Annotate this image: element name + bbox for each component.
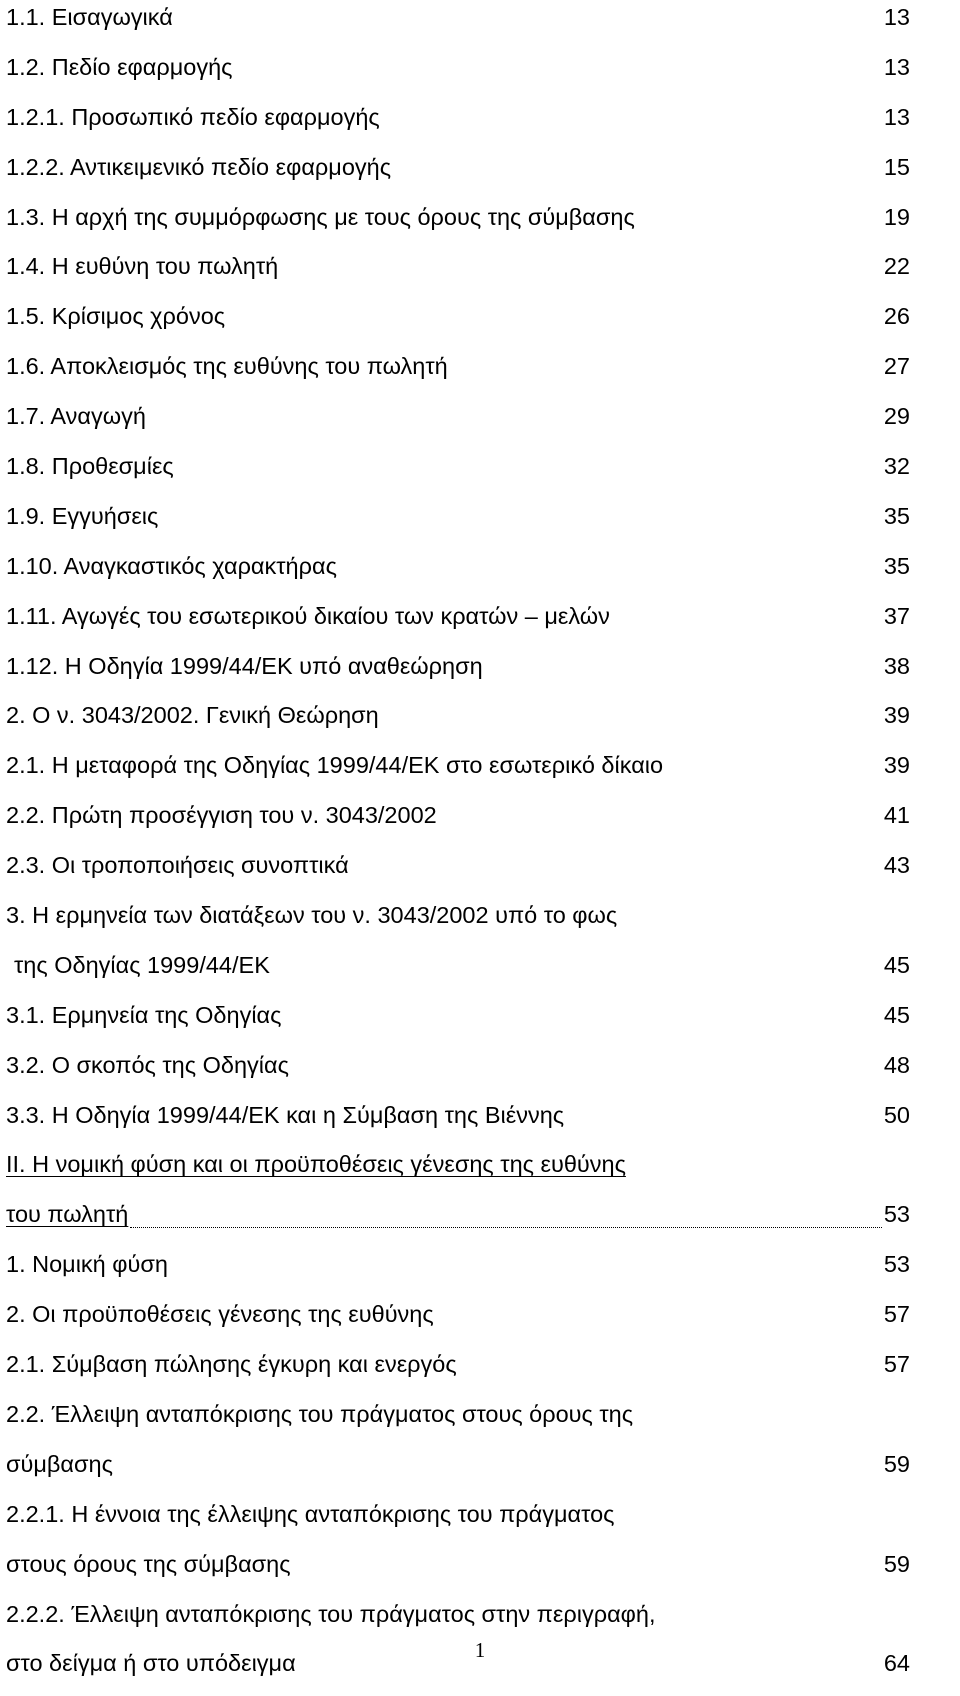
toc-entry-title: 3. Η ερμηνεία των διατάξεων του ν. 3043/2002 υπό το φως: [6, 902, 618, 929]
toc-entry: [6, 1547, 910, 1597]
toc-entry: [6, 1447, 910, 1497]
toc-entry-page: 41: [883, 802, 910, 829]
toc-entry-page: 39: [883, 702, 910, 729]
toc-entry-title: 1.11. Αγωγές του εσωτερικού δικαίου των κρατών – μελών: [6, 602, 610, 629]
toc-entry: [6, 898, 910, 948]
toc-entry-page: 29: [883, 403, 910, 430]
toc-entry-page: 45: [883, 951, 910, 978]
toc-entry-page: 48: [883, 1051, 910, 1078]
toc-entry-page: 35: [883, 552, 910, 579]
toc-entry-page: 59: [883, 1550, 910, 1577]
toc-entry: [6, 1098, 910, 1148]
toc-entry: [6, 798, 910, 848]
toc-entry: [6, 1397, 910, 1447]
toc-entry-title: 1.1. Εισαγωγικά: [6, 4, 173, 30]
toc-entry-title: 3.3. Η Οδηγία 1999/44/ΕΚ και η Σύμβαση της Βιέννης: [6, 1101, 565, 1128]
toc-entry: [6, 299, 910, 349]
toc-entry-page: 53: [883, 1201, 910, 1228]
toc-entry: [6, 549, 910, 599]
toc-entry-page: 39: [883, 752, 910, 779]
toc-entry-page: 19: [883, 203, 910, 230]
toc-entry-page: 13: [883, 53, 910, 80]
table-of-contents: [6, 0, 910, 1696]
toc-entry: [6, 1147, 910, 1197]
toc-entry-page: 13: [883, 4, 910, 30]
toc-entry: [6, 1048, 910, 1098]
dot-leader: [130, 1227, 882, 1228]
toc-entry-title: 2. Ο ν. 3043/2002. Γενική Θεώρηση: [6, 702, 379, 729]
toc-entry: [6, 1347, 910, 1397]
toc-entry: [6, 0, 910, 50]
toc-entry: [6, 998, 910, 1048]
toc-entry-page: 13: [883, 103, 910, 130]
toc-entry-page: 26: [883, 303, 910, 330]
toc-entry-title: 2.2.2. Έλλειψη ανταπόκρισης του πράγματος στην περιγραφή,: [6, 1600, 656, 1627]
toc-entry-title: 1.3. Η αρχή της συμμόρφωσης με τους όρους της σύμβασης: [6, 203, 635, 230]
toc-entry-title: της Οδηγίας 1999/44/ΕΚ: [14, 951, 270, 978]
toc-entry: [6, 599, 910, 649]
toc-entry-title: 2.2. Έλλειψη ανταπόκρισης του πράγματος στους όρους της: [6, 1400, 634, 1427]
toc-entry-title: 1. Νομική φύση: [6, 1251, 168, 1278]
toc-entry-title: 2.2.1. Η έννοια της έλλειψης ανταπόκρισης του πράγματος: [6, 1500, 615, 1527]
toc-entry: [6, 499, 910, 549]
toc-entry: [6, 100, 910, 150]
toc-entry-title: 1.2.2. Αντικειμενικό πεδίο εφαρμογής: [6, 153, 392, 180]
toc-entry-title: 2. Οι προϋποθέσεις γένεσης της ευθύνης: [6, 1301, 434, 1328]
toc-entry-page: 37: [883, 602, 910, 629]
toc-entry: [6, 200, 910, 250]
toc-entry: [6, 249, 910, 299]
toc-entry-title: στο δείγμα ή στο υπόδειγμα: [6, 1650, 296, 1677]
toc-entry: [6, 150, 910, 200]
toc-entry: [6, 649, 910, 699]
toc-entry-page: 32: [883, 453, 910, 480]
toc-entry-page: 45: [883, 1001, 910, 1028]
toc-entry-title: 3.2. Ο σκοπός της Οδηγίας: [6, 1051, 289, 1078]
toc-entry: [6, 1197, 910, 1247]
toc-entry: [6, 449, 910, 499]
toc-entry-title: 2.1. Σύμβαση πώλησης έγκυρη και ενεργός: [6, 1351, 457, 1378]
toc-entry-title: 3.1. Ερμηνεία της Οδηγίας: [6, 1001, 282, 1028]
toc-entry-page: 43: [883, 852, 910, 879]
toc-entry-title: 1.10. Αναγκαστικός χαρακτήρας: [6, 552, 337, 579]
toc-entry-title: 1.2. Πεδίο εφαρμογής: [6, 53, 233, 80]
toc-entry-title: 1.6. Αποκλεισμός της ευθύνης του πωλητή: [6, 353, 448, 380]
toc-entry: [6, 349, 910, 399]
toc-entry: [6, 1247, 910, 1297]
toc-entry-title: ΙΙ. Η νομική φύση και οι προϋποθέσεις γένεσης της ευθύνης: [6, 1151, 626, 1178]
toc-entry-title: 1.8. Προθεσμίες: [6, 453, 174, 480]
toc-entry-page: 50: [883, 1101, 910, 1128]
toc-entry-title: 1.9. Εγγυήσεις: [6, 502, 159, 529]
toc-entry: [6, 1297, 910, 1347]
toc-entry-page: 15: [883, 153, 910, 180]
toc-entry-title: 1.2.1. Προσωπικό πεδίο εφαρμογής: [6, 103, 380, 130]
toc-entry: [6, 50, 910, 100]
toc-entry-title: 1.12. Η Οδηγία 1999/44/ΕΚ υπό αναθεώρηση: [6, 652, 483, 679]
toc-entry-title: 1.7. Αναγωγή: [6, 403, 146, 430]
toc-entry-title: 1.5. Κρίσιμος χρόνος: [6, 303, 226, 330]
toc-entry: [6, 748, 910, 798]
toc-entry-title: 2.3. Οι τροποποιήσεις συνοπτικά: [6, 852, 349, 879]
toc-entry-title: σύμβασης: [6, 1450, 113, 1477]
toc-entry-title: 2.2. Πρώτη προσέγγιση του ν. 3043/2002: [6, 802, 437, 829]
toc-entry-title: 1.4. Η ευθύνη του πωλητή: [6, 253, 279, 280]
toc-entry: [6, 848, 910, 898]
toc-entry-page: 57: [883, 1301, 910, 1328]
toc-entry: [6, 948, 910, 998]
toc-entry-page: 59: [883, 1450, 910, 1477]
toc-entry-page: 35: [883, 502, 910, 529]
toc-entry-page: 64: [883, 1650, 910, 1677]
toc-entry-page: 53: [883, 1251, 910, 1278]
toc-entry-page: 22: [883, 253, 910, 280]
toc-entry: [6, 1497, 910, 1547]
toc-entry-title: του πωλητή: [6, 1201, 129, 1228]
toc-entry-title: 2.1. Η μεταφορά της Οδηγίας 1999/44/ΕΚ στο εσωτερικό δίκαιο: [6, 752, 664, 779]
toc-entry: [6, 698, 910, 748]
toc-entry: [6, 399, 910, 449]
toc-entry-page: 38: [883, 652, 910, 679]
page-number: 1: [474, 1638, 486, 1662]
toc-entry-title: στους όρους της σύμβασης: [6, 1550, 291, 1577]
toc-entry-page: 57: [883, 1351, 910, 1378]
toc-entry-page: 27: [883, 353, 910, 380]
